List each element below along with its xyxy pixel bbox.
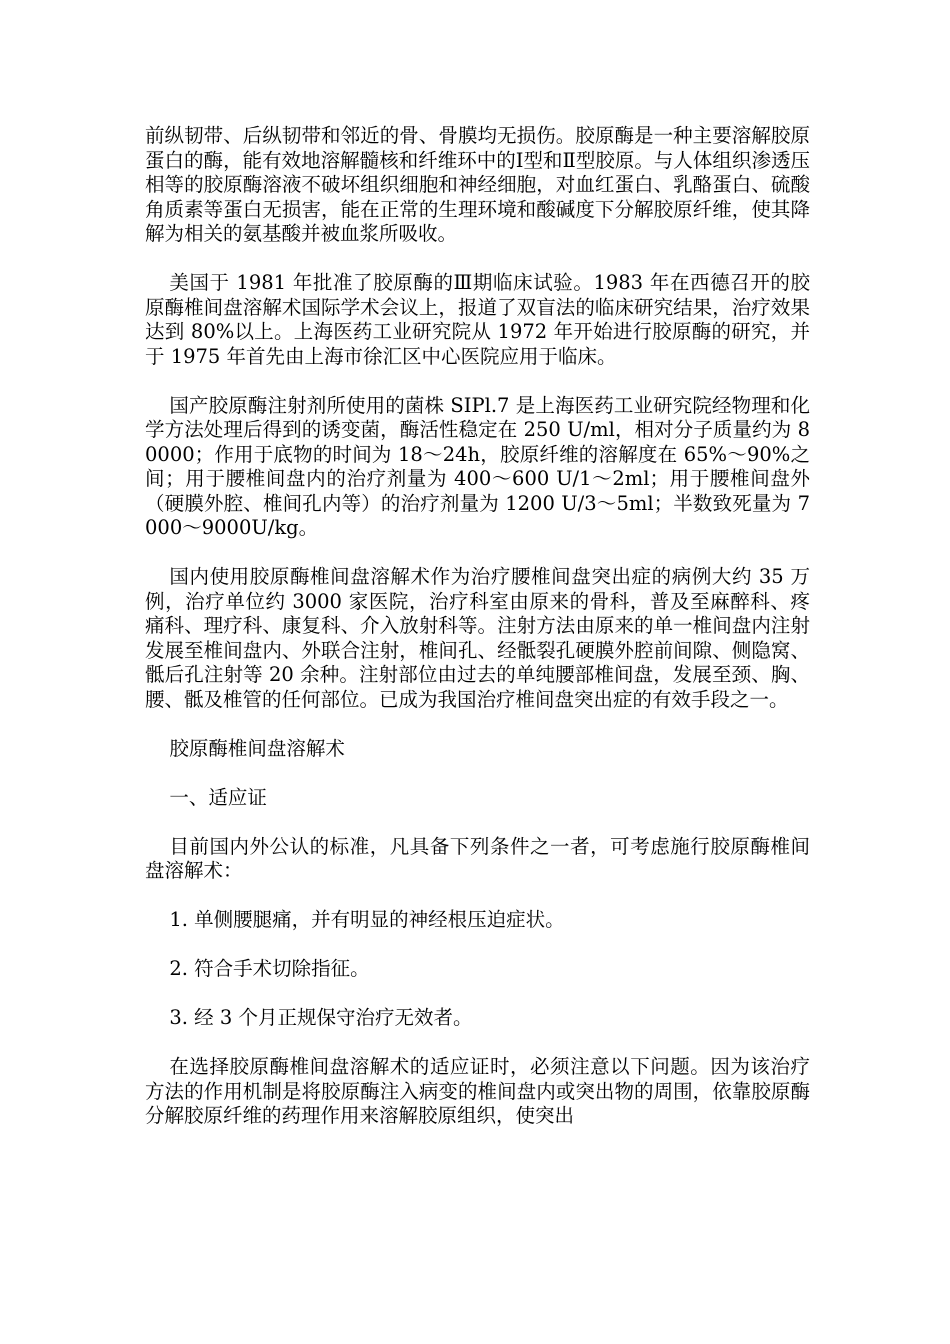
list-item-3: 3. 经 3 个月正规保守治疗无效者。	[169, 1006, 473, 1029]
subsection-heading-indications: 一、适应证	[169, 785, 267, 809]
paragraph-clinical-history: 美国于 1981 年批准了胶原酶的Ⅲ期临床试验。1983 年在西德召开的胶原酶椎间盘溶解术国际学术会议上，报道了双盲法的临床研究结果，治疗效果达到 80%以上。上海医药工业研究院从 1972 年开始进行胶原酶的研究，并于 1975 年首先由上海市徐汇区中心医院应用于临床。	[145, 271, 810, 368]
paragraph-indications-notes: 在选择胶原酶椎间盘溶解术的适应证时，必须注意以下问题。因为该治疗方法的作用机制是将胶原酶注入病变的椎间盘内或突出物的周围，依靠胶原酶分解胶原纤维的药理作用来溶解胶原组织，使突出	[145, 1055, 810, 1127]
section-heading: 胶原酶椎间盘溶解术	[169, 736, 345, 760]
document-body	[145, 124, 810, 1129]
paragraph-domestic-usage: 国内使用胶原酶椎间盘溶解术作为治疗腰椎间盘突出症的病例大约 35 万例，治疗单位约 3000 家医院，治疗科室由原来的骨科，普及至麻醉科、疼痛科、理疗科、康复科、介入放射科等。注射方法由原来的单一椎间盘内注射发展至椎间盘内、外联合注射，椎间孔、经骶裂孔硬膜外腔前间隙、侧隐窝、骶后孔注射等 20 余种。注射部位由过去的单纯腰部椎间盘，发展至颈、胸、腰、骶及椎管的任何部位。已成为我国治疗椎间盘突出症的有效手段之一。	[145, 565, 810, 711]
paragraph-collagenase-mechanism: 前纵韧带、后纵韧带和邻近的骨、骨膜均无损伤。胶原酶是一种主要溶解胶原蛋白的酶，能有效地溶解髓核和纤维环中的Ⅰ型和Ⅱ型胶原。与人体组织渗透压相等的胶原酶溶液不破坏组织细胞和神经细胞，对血红蛋白、乳酪蛋白、硫酸角质素等蛋白无损害，能在正常的生理环境和酸碱度下分解胶原纤维，使其降解为相关的氨基酸并被血浆所吸收。	[145, 124, 810, 245]
paragraph-indications-intro: 目前国内外公认的标准，凡具备下列条件之一者，可考虑施行胶原酶椎间盘溶解术：	[145, 834, 810, 882]
list-item-2: 2. 符合手术切除指征。	[169, 957, 370, 980]
list-item-1: 1. 单侧腰腿痛，并有明显的神经根压迫症状。	[169, 908, 565, 931]
paragraph-domestic-injection: 国产胶原酶注射剂所使用的菌株 SIPl.7 是上海医药工业研究院经物理和化学方法处理后得到的诱变菌，酶活性稳定在 250 U/ml，相对分子质量约为 80000；作用于底物的时间为 18～24h，胶原纤维的溶解度在 65%～90%之间；用于腰椎间盘内的治疗剂量为 400～600 U/1～2ml；用于腰椎间盘外（硬膜外腔、椎间孔内等）的治疗剂量为 1200 U/3～5ml；半数致死量为 7000～9000U/kg。	[145, 393, 810, 539]
